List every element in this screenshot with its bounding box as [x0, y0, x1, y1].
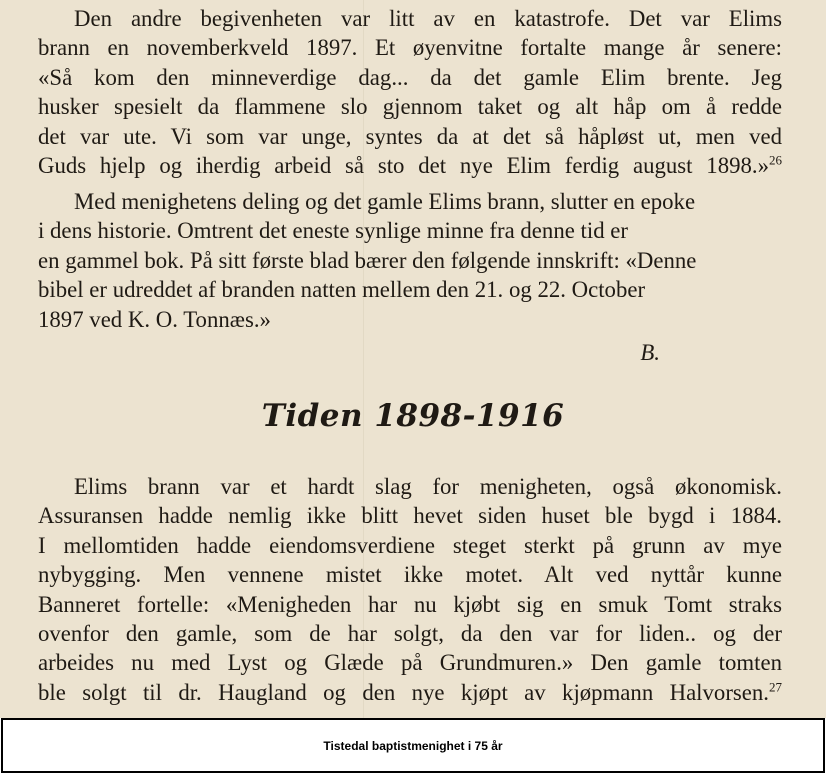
text-line: I mellomtiden hadde eiendomsverdiene steget sterkt på grunn av mye — [38, 532, 782, 558]
author-signature: B. — [640, 340, 660, 365]
text-line: i dens historie. Omtrent det eneste synlige minne fra denne tid er — [38, 218, 629, 244]
footnote-marker: 26 — [769, 152, 782, 168]
text-line: nybygging. Men vennene mistet ikke motet. Alt ved nyttår kunne — [38, 562, 782, 588]
text-line: en gammel bok. På sitt første blad bærer den følgende innskrift: «Denne — [38, 247, 697, 273]
text-line: ovenfor den gamle, som de har solgt, da den var for liden.. og der — [38, 621, 782, 647]
paragraph-epoch-end — [38, 187, 782, 334]
text-line: husker spesielt da flammene slo gjennom taket og alt håp om å redde — [38, 94, 782, 120]
section-heading: Tiden 1898-1916 — [261, 398, 565, 434]
text-line: Elims brann var et hardt slag for menigheten, også økonomisk. — [74, 474, 782, 499]
paragraph-fire-1897 — [38, 4, 782, 180]
text-line: bibel er udreddet af branden natten mellem den 21. og 22. October — [38, 277, 646, 303]
text-line: Den andre begivenheten var litt av en katastrofe. Det var Elims — [74, 6, 782, 31]
text-line: Med menighetens deling og det gamle Elims brann, slutter en epoke — [74, 189, 696, 214]
text-line: Assuransen hadde nemlig ikke blitt hevet siden huset ble bygd i 1884. — [38, 503, 782, 529]
text-line: Banneret fortelle: «Menigheden har nu kjøbt sig en smuk Tomt straks — [38, 591, 782, 617]
footnote-marker: 27 — [769, 679, 782, 695]
text-line: arbeides nu med Lyst og Glæde på Grundmuren.» Den gamle tomten — [38, 650, 782, 676]
text-line: ble solgt til dr. Haugland og den nye kjøpt av kjøpmann Halvorsen.$^{27}$ — [38, 679, 782, 705]
text-line: brann en novemberkveld 1897. Et øyenvitne fortalte mange år senere: — [38, 35, 782, 61]
paragraph-new-site — [38, 472, 782, 707]
footer-caption-box — [1, 718, 825, 773]
text-line: det var ute. Vi som var unge, syntes da at det så håpløst ut, men ved — [38, 123, 782, 149]
text-line: Guds hjelp og iherdig arbeid så sto det nye Elim ferdig august 1898.»$^{26}$ — [38, 152, 782, 179]
text-line: 1897 ved K. O. Tonnæs.» — [38, 306, 271, 332]
footer-caption: Tistedal baptistmenighet i 75 år — [323, 738, 503, 753]
text-line: «Så kom den minneverdige dag... da det gamle Elim brente. Jeg — [38, 64, 782, 90]
